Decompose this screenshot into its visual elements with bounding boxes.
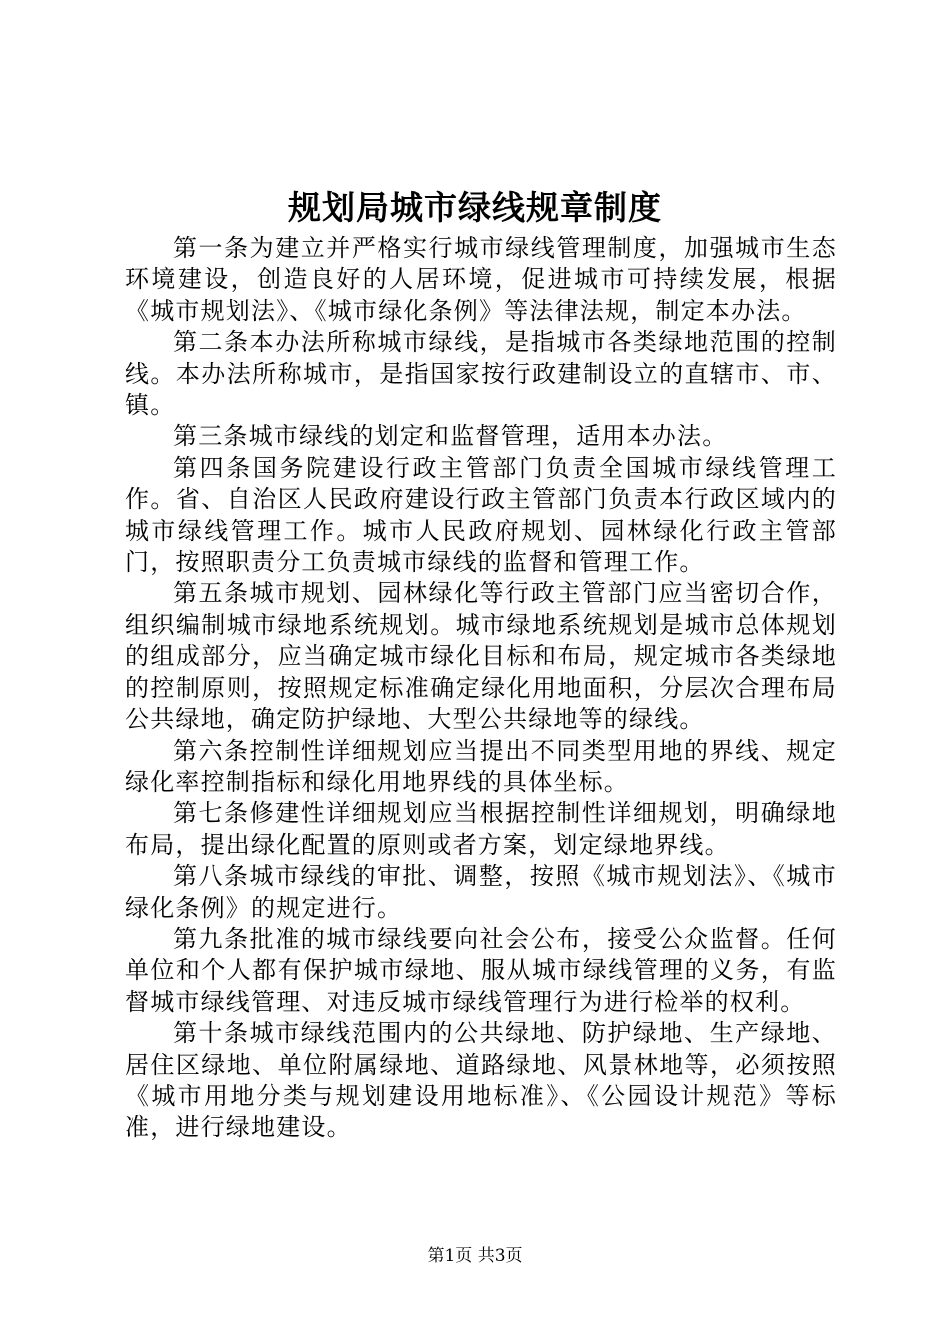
document-title: 规划局城市绿线规章制度 (288, 188, 662, 227)
paragraph-article-10: 第十条城市绿线范围内的公共绿地、防护绿地、生产绿地、居住区绿地、单位附属绿地、道路绿地、风景林地等，必须按照《城市用地分类与规划建设用地标准》、《公园设计规范》等标准，进行绿地建设。 (125, 1019, 837, 1142)
paragraph-article-8: 第八条城市绿线的审批、调整，按照《城市规划法》、《城市绿化条例》的规定进行。 (125, 862, 837, 922)
paragraph-article-9: 第九条批准的城市绿线要向社会公布，接受公众监督。任何单位和个人都有保护城市绿地、服从城市绿线管理的义务，有监督城市绿线管理、对违反城市绿线管理行为进行检举的权利。 (125, 924, 837, 1016)
paragraph-article-4: 第四条国务院建设行政主管部门负责全国城市绿线管理工作。省、自治区人民政府建设行政主管部门负责本行政区域内的城市绿线管理工作。城市人民政府规划、园林绿化行政主管部门，按照职责分工负责城市绿线的监督和管理工作。 (125, 453, 837, 577)
page-number-footer: 第1页 共3页 (427, 1246, 523, 1266)
paragraph-article-6: 第六条控制性详细规划应当提出不同类型用地的界线、规定绿化率控制指标和绿化用地界线的具体坐标。 (125, 736, 837, 796)
paragraph-article-7: 第七条修建性详细规划应当根据控制性详细规划，明确绿地布局，提出绿化配置的原则或者方案，划定绿地界线。 (125, 799, 837, 859)
paragraph-article-2: 第二条本办法所称城市绿线，是指城市各类绿地范围的控制线。本办法所称城市，是指国家按行政建制设立的直辖市、市、镇。 (125, 328, 837, 420)
paragraph-article-1: 第一条为建立并严格实行城市绿线管理制度，加强城市生态环境建设，创造良好的人居环境，促进城市可持续发展，根据《城市规划法》、《城市绿化条例》等法律法规，制定本办法。 (125, 234, 837, 325)
paragraph-article-5: 第五条城市规划、园林绿化等行政主管部门应当密切合作，组织编制城市绿地系统规划。城市绿地系统规划是城市总体规划的组成部分，应当确定城市绿化目标和布局，规定城市各类绿地的控制原则，按照规定标准确定绿化用地面积，分层次合理布局公共绿地，确定防护绿地、大型公共绿地等的绿线。 (125, 579, 837, 734)
document-body (125, 233, 837, 1144)
paragraph-article-3: 第三条城市绿线的划定和监督管理，适用本办法。 (173, 422, 728, 451)
